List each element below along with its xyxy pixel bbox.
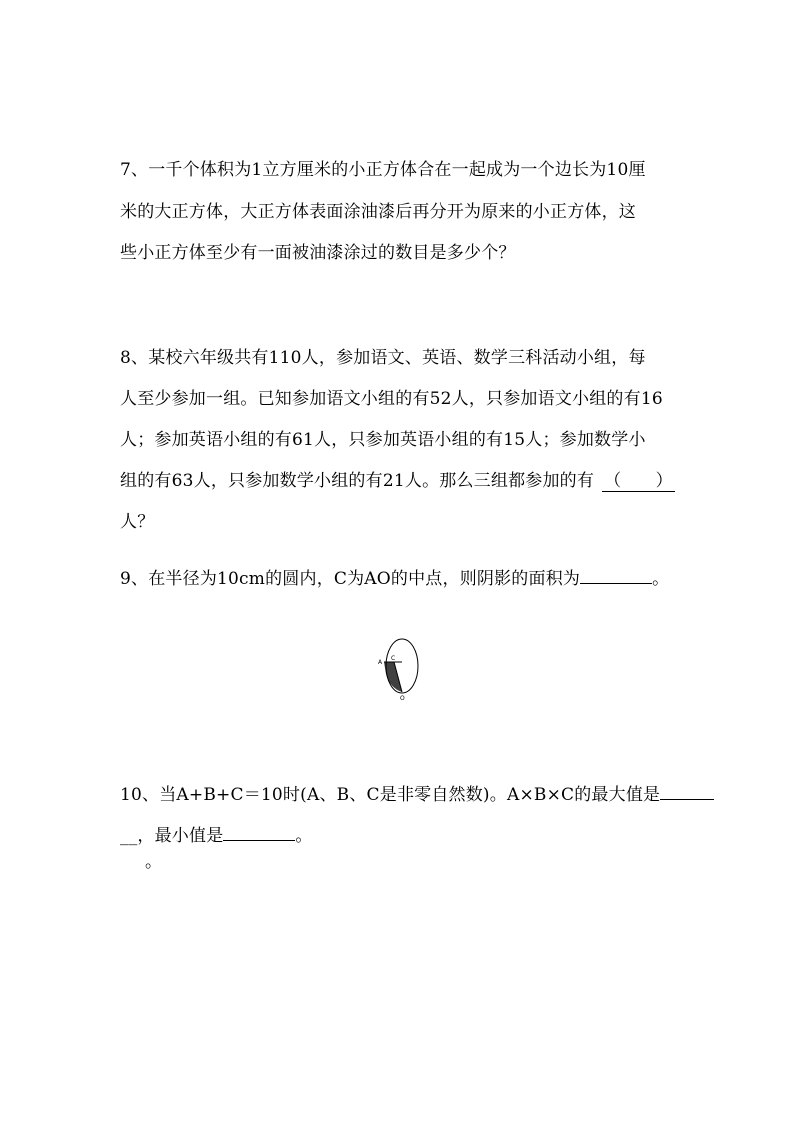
- q10-line-2: [120, 824, 313, 846]
- q10-min-text: __，最小值是: [120, 826, 224, 846]
- circle-figure: [376, 630, 424, 702]
- footer-mark: 。: [145, 852, 163, 872]
- label-c: C: [391, 655, 396, 662]
- q10-line-1: [120, 783, 714, 805]
- q10-min-end: 。: [295, 826, 313, 846]
- q9-answer-blank: [580, 567, 652, 584]
- q9-end: 。: [652, 569, 670, 589]
- shaded-region: [384, 662, 402, 692]
- label-o: O: [400, 695, 405, 702]
- q10-min-blank: [223, 824, 295, 841]
- q8-answer-blank: （ ）: [604, 471, 673, 491]
- q8-line-4-text: 组的有63人，只参加数学小组的有21人。那么三组都参加的有: [120, 471, 595, 491]
- q7-line-1: 7、一千个体积为1立方厘米的小正方体合在一起成为一个边长为10厘: [120, 160, 646, 180]
- q8-line-2: 人至少参加一组。已知参加语文小组的有52人，只参加语文小组的有16: [120, 389, 663, 409]
- q10-max-blank: [660, 783, 714, 800]
- q8-line-1: 8、某校六年级共有110人，参加语文、英语、数学三科活动小组，每: [120, 348, 646, 368]
- q8-line-5: 人？: [120, 512, 155, 532]
- q8-line-4: [120, 471, 675, 492]
- q10-text: 10、当A+B+C＝10时(A、B、C是非零自然数)。A×B×C的最大值是: [120, 785, 661, 805]
- q7-line-2: 米的大正方体，大正方体表面涂油漆后再分开为原来的小正方体，这: [120, 202, 636, 222]
- label-a: A: [378, 659, 383, 666]
- q8-line-3: 人；参加英语小组的有61人，只参加英语小组的有15人；参加数学小: [120, 430, 646, 450]
- q7-line-3: 些小正方体至少有一面被油漆涂过的数目是多少个？: [120, 243, 516, 263]
- q9-text: 9、在半径为10cm的圆内，C为AO的中点，则阴影的面积为: [120, 569, 581, 589]
- q9-line: [120, 567, 669, 589]
